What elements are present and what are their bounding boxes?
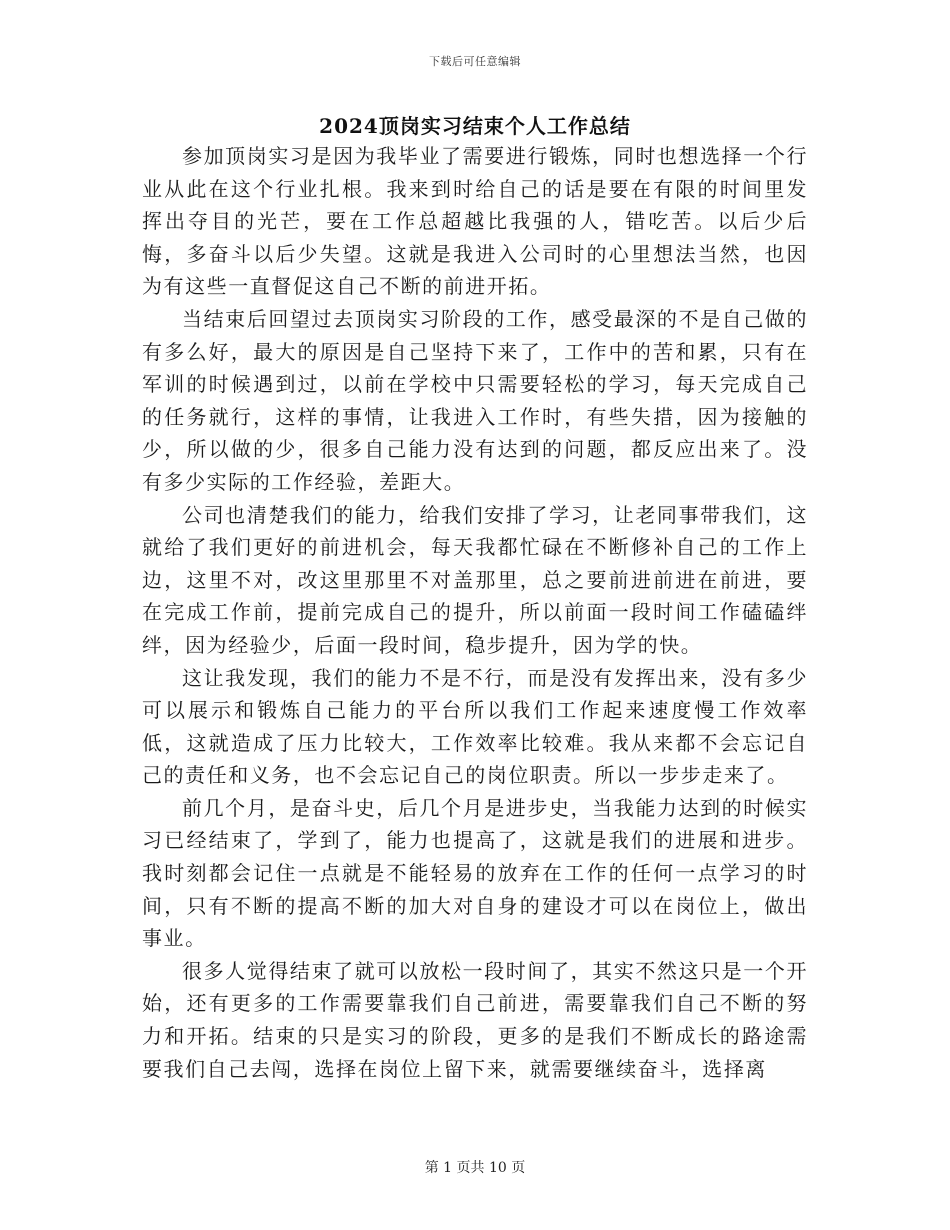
document-title: 2024顶岗实习结束个人工作总结 xyxy=(319,114,631,138)
header-note: 下载后可任意编辑 xyxy=(429,55,521,68)
paragraph-3: 公司也清楚我们的能力，给我们安排了学习，让老同事带我们，这就给了我们更好的前进机会，每天我都忙碌在不断修补自己的工作上边，这里不对，改这里那里不对盖那里，总之要前进前进在前进，要在完成工作前，提前完成自己的提升，所以前面一段时间工作磕磕绊绊，因为经验少，后面一段时间，稳步提升，因为学的快。 xyxy=(142,502,808,657)
paragraph-1: 参加顶岗实习是因为我毕业了需要进行锻炼，同时也想选择一个行业从此在这个行业扎根。我来到时给自己的话是要在有限的时间里发挥出夺目的光芒，要在工作总超越比我强的人，错吃苦。以后少后悔，多奋斗以后少失望。这就是我进入公司时的心里想法当然，也因为有这些一直督促这自己不断的前进开拓。 xyxy=(142,144,808,299)
paragraph-5: 前几个月，是奋斗史，后几个月是进步史，当我能力达到的时候实习已经结束了，学到了，能力也提高了，这就是我们的进展和进步。我时刻都会记住一点就是不能轻易的放弃在工作的任何一点学习的时间，只有不断的提高不断的加大对自身的建设才可以在岗位上，做出事业。 xyxy=(142,795,808,951)
paragraph-6: 很多人觉得结束了就可以放松一段时间了，其实不然这只是一个开始，还有更多的工作需要靠我们自己前进，需要靠我们自己不断的努力和开拓。结束的只是实习的阶段，更多的是我们不断成长的路途需要我们自己去闯，选择在岗位上留下来，就需要继续奋斗，选择离 xyxy=(142,958,808,1081)
document-body xyxy=(142,140,808,1085)
paragraph-4: 这让我发现，我们的能力不是不行，而是没有发挥出来，没有多少可以展示和锻炼自己能力的平台所以我们工作起来速度慢工作效率低，这就造成了压力比较大，工作效率比较难。我从来都不会忘记自己的责任和义务，也不会忘记自己的岗位职责。所以一步步走来了。 xyxy=(142,665,808,788)
page-footer: 第 1 页共 10 页 xyxy=(424,1160,526,1176)
paragraph-2: 当结束后回望过去顶岗实习阶段的工作，感受最深的不是自己做的有多么好，最大的原因是自己坚持下来了，工作中的苦和累，只有在军训的时候遇到过，以前在学校中只需要轻松的学习，每天完成自己的任务就行，这样的事情，让我进入工作时，有些失措，因为接触的少，所以做的少，很多自己能力没有达到的问题，都反应出来了。没有多少实际的工作经验，差距大。 xyxy=(142,306,808,494)
